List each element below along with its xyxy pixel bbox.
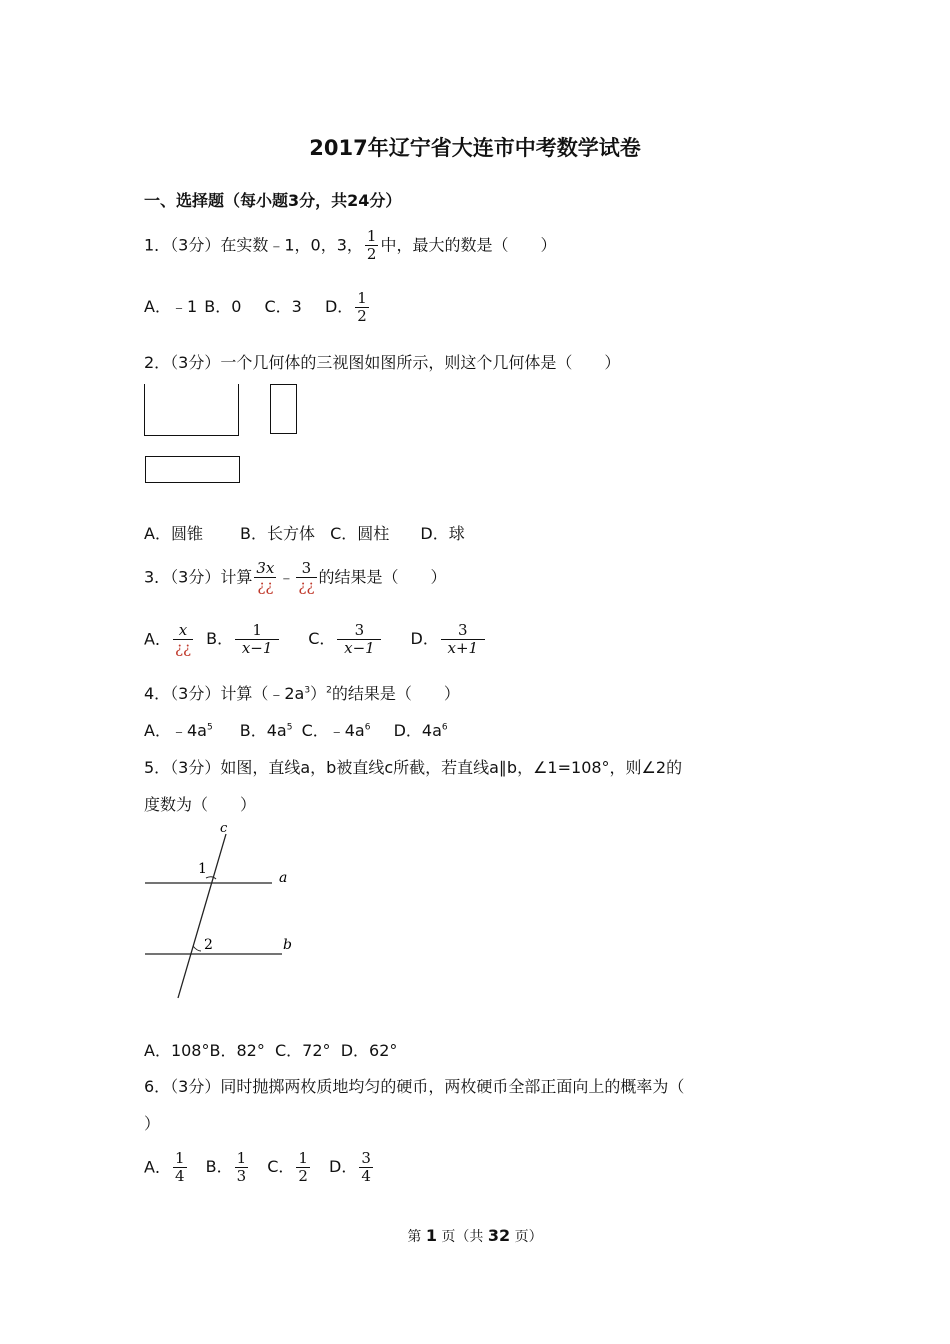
fraction: $\frac{3}{x-1}$ [337, 622, 381, 658]
fraction: $\frac{1}{3}$ [236, 1149, 247, 1186]
question-3: 3．（3分）计算 $\frac{3x}{¿¿}$ ﹣ $\frac{3}{¿¿}$ 的结果是（ ） [144, 559, 447, 596]
fraction: $\frac{3}{4}$ [361, 1149, 371, 1186]
current-page-number: 1 [425, 1226, 437, 1245]
option-c: C． [267, 1157, 295, 1177]
option-a: A． [144, 1157, 171, 1177]
option-d: D．球 [420, 524, 465, 543]
option-d: D． [324, 297, 354, 317]
question-6-line-1: 6．（3分）同时抛掷两枚质地均匀的硬币，两枚硬币全部正面向上的概率为（ [144, 1077, 685, 1096]
question-4-options [144, 718, 448, 741]
fraction: $\frac{1}{2}$ [298, 1149, 308, 1186]
label-b: b [283, 937, 292, 953]
page-title: 2017年辽宁省大连市中考数学试卷 [309, 136, 641, 160]
fraction: $\frac{1}{4}$ [174, 1149, 185, 1186]
option-a: A． [144, 629, 171, 649]
question-6-line-2: ） [144, 1114, 161, 1133]
angle-2-arc [193, 946, 201, 951]
question-5-options: A．108°B．82° C．72° D．62° [144, 1041, 398, 1060]
question-5-line-2: 度数为（ ） [144, 795, 257, 814]
option-b: B．长方体 [240, 524, 316, 543]
fraction: $\frac{3}{¿¿}$ [298, 559, 315, 596]
option-b: B．0 [204, 297, 242, 317]
question-1-options [144, 290, 371, 326]
option-a: A．圆锥 [144, 524, 203, 543]
option-a: A．﹣1 [144, 297, 198, 317]
question-2-options [144, 521, 465, 544]
fraction: $\frac{x}{¿¿}$ [174, 621, 192, 658]
question-5-line-1: 5．（3分）如图，直线a，b被直线c所截，若直线a∥b，∠1=108°，则∠2的 [144, 758, 683, 777]
angle-1-arc [206, 877, 216, 879]
option-c: C．3 [264, 297, 302, 317]
fraction: $\frac{3x}{¿¿}$ [256, 559, 275, 596]
option-c: C． [308, 629, 336, 649]
label-c: c [220, 821, 228, 836]
question-4: 4．（3分）计算$(﹣2a^3)^2$的结果是（ ） [144, 684, 460, 703]
section-heading: 一、选择题（每小题3分，共24分） [144, 191, 402, 210]
top-view-figure [145, 456, 240, 483]
fraction: $\frac{3}{x+1}$ [441, 622, 485, 658]
page-footer: 第 1 页（共 32 页） [407, 1226, 543, 1245]
option-b: B． [205, 1157, 233, 1177]
option-b: B．$4a^5$ [239, 721, 293, 740]
label-angle-1: 1 [198, 861, 207, 877]
total-pages: 32 [487, 1226, 511, 1245]
fraction: $\frac{1}{2}$ [357, 289, 367, 326]
label-a: a [279, 870, 288, 886]
side-view-figure [270, 384, 297, 434]
question-3-options [144, 622, 487, 658]
front-view-figure [144, 384, 239, 436]
question-2: 2．（3分）一个几何体的三视图如图所示，则这个几何体是（ ） [144, 353, 621, 372]
question-1: 1．（3分）在实数﹣1，0，3， $\frac{1}{2}$ 中，最大的数是（ ） [144, 227, 557, 264]
question-6-options [144, 1150, 375, 1186]
option-c: C．圆柱 [330, 524, 390, 543]
line-c [178, 834, 226, 998]
option-c: C．$﹣4a^6$ [301, 721, 371, 740]
fraction: $\frac{1}{x-1}$ [235, 622, 279, 658]
option-d: D． [410, 629, 439, 649]
fraction: $\frac{1}{2}$ [366, 227, 377, 264]
option-b: B． [206, 629, 234, 649]
option-a: A．$﹣4a^5$ [144, 721, 213, 740]
parallel-lines-figure [140, 818, 300, 1006]
option-d: D． [329, 1157, 358, 1177]
option-d: D．$4a^6$ [393, 721, 448, 740]
label-angle-2: 2 [204, 937, 213, 953]
